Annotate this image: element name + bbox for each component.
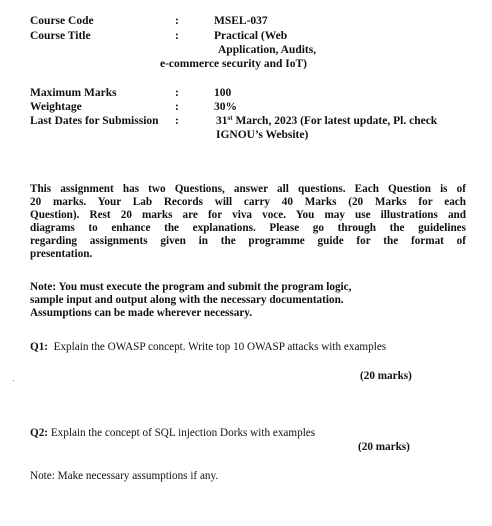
last-dates-value xyxy=(216,115,437,128)
last-dates-line2: IGNOU’s Website) xyxy=(216,129,309,141)
note-line: Assumptions can be made wherever necessary. xyxy=(30,307,253,319)
course-code-label: Course Code xyxy=(30,15,94,27)
question-2-marks: (20 marks) xyxy=(358,441,410,453)
weightage-label: Weightage xyxy=(30,101,82,113)
course-title-colon: : xyxy=(175,30,179,42)
footer-note: Note: Make necessary assumptions if any. xyxy=(30,470,219,482)
last-dates-day: 31 xyxy=(216,115,228,127)
note-line: sample input and output along with the necessary documentation. xyxy=(30,294,344,306)
question-1-marks: (20 marks) xyxy=(360,370,412,382)
instructions-paragraph xyxy=(30,183,466,261)
question-1 xyxy=(30,341,386,354)
course-title-label: Course Title xyxy=(30,30,91,42)
instructions-line: This assignment has two Questions, answer all questions. Each Question is of xyxy=(30,183,466,195)
instructions-line: 20 marks. Your Lab Records will carry 40 Marks (20 Marks for each xyxy=(30,196,466,208)
max-marks-colon: : xyxy=(175,87,179,99)
note-paragraph xyxy=(30,281,466,320)
question-2 xyxy=(30,427,315,440)
course-title-line2: Application, Audits, xyxy=(218,44,317,56)
question-1-text: Explain the OWASP concept. Write top 10 OWASP attacks with examples xyxy=(48,341,387,353)
last-dates-suffix: st xyxy=(227,114,233,122)
instructions-line: Question). Rest 20 marks are for viva voce. You may use illustrations and xyxy=(30,209,466,221)
max-marks-value: 100 xyxy=(214,87,232,99)
course-code-colon: : xyxy=(175,15,179,27)
course-code-value: MSEL-037 xyxy=(214,15,268,27)
stray-dot xyxy=(13,380,14,381)
max-marks-label: Maximum Marks xyxy=(30,87,117,99)
question-1-number: Q1: xyxy=(30,341,49,353)
weightage-colon: : xyxy=(175,101,179,113)
instructions-line: presentation. xyxy=(30,248,93,260)
question-2-text: Explain the concept of SQL injection Dorks with examples xyxy=(48,427,316,439)
weightage-value: 30% xyxy=(214,101,237,113)
course-title-line1: Practical (Web xyxy=(214,30,288,42)
question-2-number: Q2: xyxy=(30,427,49,439)
last-dates-label: Last Dates for Submission xyxy=(30,115,159,127)
instructions-line: regarding assignments given in the programme guide for the format of xyxy=(30,235,466,247)
course-title-line3: e-commerce security and IoT) xyxy=(160,58,308,70)
last-dates-rest: March, 2023 (For latest update, Pl. check xyxy=(232,115,438,127)
instructions-line: diagrams to enhance the explanations. Please go through the guidelines xyxy=(30,222,466,234)
last-dates-colon: : xyxy=(175,115,179,127)
note-line: Note: You must execute the program and submit the program logic, xyxy=(30,281,352,293)
